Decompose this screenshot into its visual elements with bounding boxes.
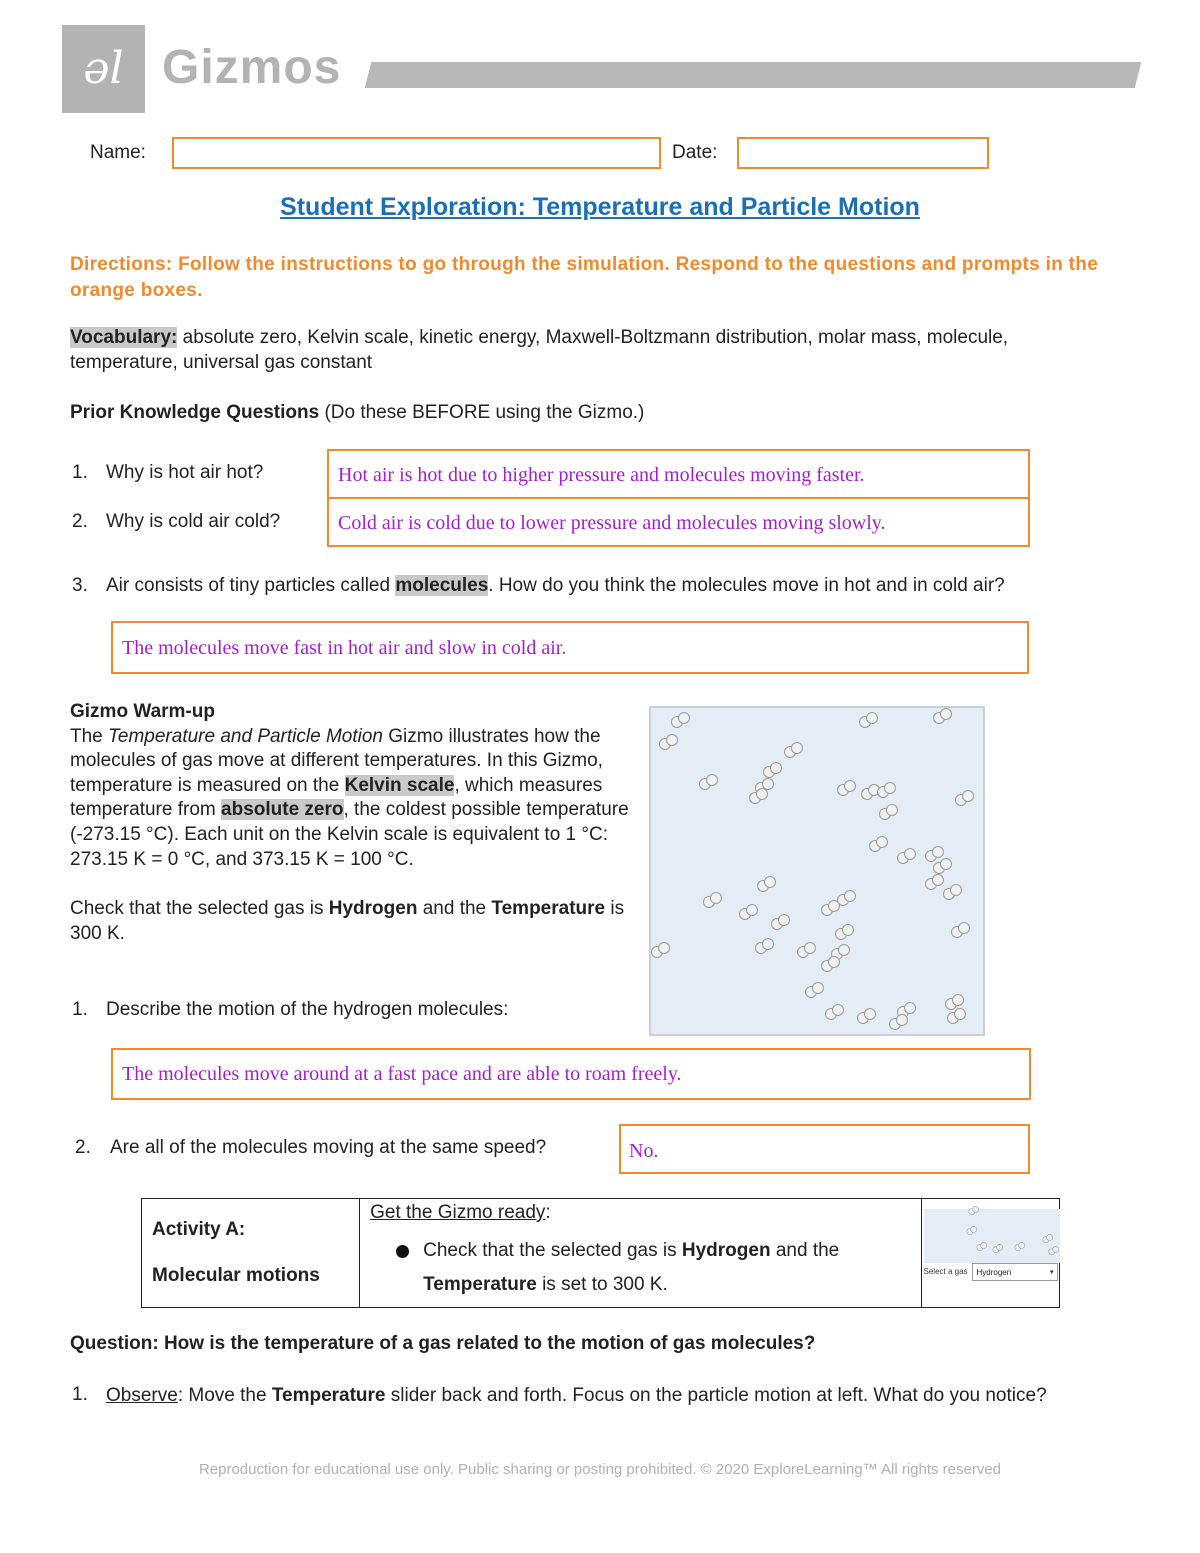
activity-bullet-b: and the [775, 1240, 840, 1261]
hydrogen-molecule [755, 938, 775, 952]
gas-select-label: Select a gas [923, 1267, 968, 1276]
warmup-check [70, 897, 642, 946]
prior-q3-pre: Air consists of tiny particles called [106, 575, 391, 596]
hydrogen-molecule [992, 1244, 1003, 1252]
page-title: Student Exploration: Temperature and Particle Motion [280, 193, 920, 221]
prior-a2: Cold air is cold due to lower pressure and molecules moving slowly. [338, 512, 886, 534]
name-label: Name: [90, 142, 146, 163]
hydrogen-molecule [925, 874, 945, 888]
warmup-p1-b: Gizmo illustrates how the molecules of gas move at different temperatures. In this Gizmo, temperature is measured on the [70, 725, 603, 796]
hydrogen-molecule [671, 712, 691, 726]
hydrogen-molecule [857, 1008, 877, 1022]
date-field[interactable] [737, 137, 989, 169]
warmup-p1-c: , which measures temperature from [70, 774, 603, 821]
gas-select[interactable] [972, 1263, 1058, 1281]
activity-thumbnail-cell [921, 1199, 1060, 1308]
hydrogen-molecule [1042, 1234, 1053, 1242]
hydrogen-molecule [1014, 1242, 1025, 1250]
warmup-section [70, 700, 642, 946]
prior-heading: Prior Knowledge Questions [70, 402, 320, 423]
hydrogen-molecule [877, 782, 897, 796]
activity-temp: Temperature [423, 1274, 537, 1295]
warmup-a2-box[interactable] [619, 1124, 1030, 1174]
hydrogen-molecule [966, 1226, 977, 1234]
warmup-q2: Are all of the molecules moving at the same speed? [110, 1137, 547, 1158]
activity-bullet-c: is set to 300 K. [542, 1274, 668, 1295]
vocabulary-text: absolute zero, Kelvin scale, kinetic energy, Maxwell-Boltzmann distribution, molar mass, molecule, temperature, universal gas constant [70, 327, 1009, 373]
hydrogen-molecule [763, 762, 783, 776]
term-kelvin-scale: Kelvin scale [344, 774, 455, 796]
activity-label: Activity A: [152, 1219, 246, 1240]
warmup-q1: Describe the motion of the hydrogen molecules: [106, 999, 509, 1020]
hydrogen-molecule [968, 1206, 979, 1214]
hydrogen-molecule [805, 982, 825, 996]
hydrogen-molecule [784, 742, 804, 756]
hydrogen-molecule [821, 956, 841, 970]
activity-bullet-a: Check that the selected gas is [423, 1240, 677, 1261]
prior-q1: Why is hot air hot? [106, 462, 264, 483]
hydrogen-molecule [889, 1014, 909, 1028]
warmup-p1-a: The [70, 725, 103, 747]
warmup-p2-a: Check that the selected gas is [70, 898, 324, 920]
hydrogen-molecule [951, 922, 971, 936]
warmup-heading: Gizmo Warm-up [70, 701, 215, 722]
hydrogen-molecule [933, 858, 953, 872]
prior-a1: Hot air is hot due to higher pressure and molecules moving faster. [338, 464, 865, 486]
warmup-q1-number: 1. [72, 999, 88, 1020]
hydrogen-molecule [943, 884, 963, 898]
hydrogen-molecule [739, 904, 759, 918]
term-absolute-zero: absolute zero [221, 799, 344, 821]
hydrogen-molecule [771, 914, 791, 928]
hydrogen-molecule [757, 876, 777, 890]
hydrogen-molecule [749, 788, 769, 802]
prior-a1-box[interactable] [327, 449, 1030, 499]
activity-bullet [370, 1234, 920, 1302]
chevron-down-icon: ▾ [1049, 1269, 1054, 1276]
brand-name: Gizmos [162, 41, 342, 94]
vocabulary-label: Vocabulary: [70, 327, 178, 348]
warmup-paragraph [70, 725, 642, 873]
activity-instructions-cell [360, 1199, 921, 1308]
gizmo-ready-label: Get the Gizmo ready [370, 1202, 546, 1223]
hydrogen-molecule [659, 734, 679, 748]
hydrogen-molecule [947, 1008, 967, 1022]
question-q1-term: Temperature [271, 1385, 386, 1406]
warmup-q2-number: 2. [75, 1137, 91, 1158]
directions: Directions: Follow the instructions to go through the simulation. Respond to the questions and prompts in the orange boxes. [70, 254, 1099, 301]
warmup-p1-d: , the coldest possible temperature (-273.15 °C). Each unit on the Kelvin scale is equivalent to 1 °C: 273.15 K = 0 °C, and 373.15 K = 100 °C. [70, 799, 629, 870]
date-label: Date: [672, 142, 718, 163]
bullet-icon [396, 1245, 409, 1258]
warmup-p2-b: and the [422, 898, 487, 920]
hydrogen-molecule [837, 780, 857, 794]
header-bar [365, 62, 1141, 88]
prior-q3-term: molecules [395, 575, 489, 596]
footer: Reproduction for educational use only. Public sharing or posting prohibited. © 2020 ExploreLearning™ All rights reserved [198, 1461, 1002, 1478]
observe-label: Observe [106, 1385, 178, 1406]
hydrogen-molecule [825, 1004, 845, 1018]
vocabulary [70, 325, 1110, 375]
warmup-temp: Temperature [491, 898, 606, 920]
question-q1-b: slider back and forth. Focus on the particle motion at left. What do you notice? [390, 1385, 1047, 1406]
gas-select-value: Hydrogen [976, 1268, 1012, 1277]
prior-q3-number: 3. [72, 575, 88, 596]
name-field[interactable] [172, 137, 661, 169]
hydrogen-molecule [869, 836, 889, 850]
prior-a3: The molecules move fast in hot air and slow in cold air. [122, 637, 567, 659]
prior-q3 [106, 575, 1136, 597]
prior-a2-box[interactable] [327, 497, 1030, 547]
warmup-gas: Hydrogen [328, 898, 418, 920]
prior-a3-box[interactable] [111, 621, 1029, 674]
warmup-p1-italic: Temperature and Particle Motion [108, 725, 383, 747]
warmup-a1-box[interactable] [111, 1048, 1031, 1100]
activity-table [141, 1198, 1060, 1308]
hydrogen-molecule [797, 942, 817, 956]
gizmo-simulation-panel [649, 706, 985, 1036]
hydrogen-molecule [703, 892, 723, 906]
question-q1-number: 1. [72, 1384, 88, 1405]
activity-label-cell [142, 1199, 360, 1308]
gizmo-ready-colon: : [545, 1202, 551, 1223]
hydrogen-molecule [897, 848, 917, 862]
prior-knowledge-heading [70, 400, 1110, 425]
gizmos-logo-icon: ǝl [62, 25, 145, 113]
prior-q3-post: . How do you think the molecules move in hot and in cold air? [488, 575, 1005, 596]
question-q1-a: : Move the [177, 1385, 267, 1406]
hydrogen-molecule [1048, 1246, 1059, 1254]
activity-question: Question: How is the temperature of a gas related to the motion of gas molecules? [70, 1333, 816, 1354]
prior-q2: Why is cold air cold? [106, 511, 281, 532]
hydrogen-molecule [821, 900, 841, 914]
warmup-p2-c: is 300 K. [70, 898, 625, 944]
gizmo-ready [370, 1202, 920, 1224]
activity-name: Molecular motions [152, 1265, 320, 1286]
prior-q1-number: 1. [72, 462, 88, 483]
question-q1 [106, 1384, 1106, 1408]
hydrogen-molecule [859, 712, 879, 726]
hydrogen-molecule [699, 774, 719, 788]
hydrogen-molecule [945, 994, 965, 1008]
hydrogen-molecule [835, 924, 855, 938]
hydrogen-molecule [976, 1242, 987, 1250]
activity-gas: Hydrogen [681, 1240, 771, 1261]
warmup-a1: The molecules move around at a fast pace and are able to roam freely. [122, 1063, 682, 1085]
hydrogen-molecule [933, 708, 953, 722]
hydrogen-molecule [651, 942, 671, 956]
prior-note: (Do these BEFORE using the Gizmo.) [324, 402, 645, 423]
gizmo-thumbnail [924, 1209, 1060, 1263]
hydrogen-molecule [879, 804, 899, 818]
prior-q2-number: 2. [72, 511, 88, 532]
warmup-a2: No. [629, 1140, 659, 1162]
hydrogen-molecule [955, 790, 975, 804]
